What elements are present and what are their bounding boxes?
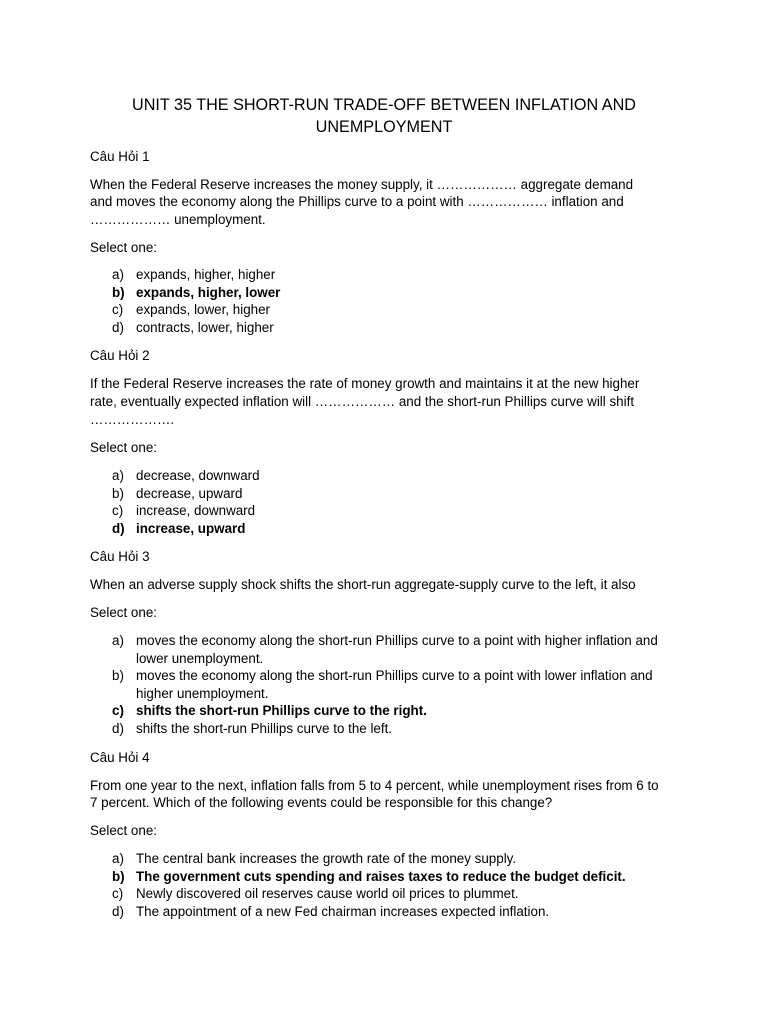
option-text: The government cuts spending and raises taxes to reduce the budget deficit. xyxy=(136,869,626,884)
option-text: shifts the short-run Phillips curve to the right. xyxy=(136,703,427,718)
question-2-text-line-3: ………………. xyxy=(90,412,175,427)
option-text: increase, downward xyxy=(136,503,256,518)
option-text-continued: higher unemployment. xyxy=(136,686,269,701)
option-text: expands, higher, higher xyxy=(136,267,276,282)
option-text: decrease, upward xyxy=(136,486,243,501)
question-2-text-line-1: If the Federal Reserve increases the rate of money growth and maintains it at the new higher xyxy=(90,376,640,391)
question-4-heading: Câu Hỏi 4 xyxy=(90,750,150,765)
option-text: moves the economy along the short-run Phillips curve to a point with higher inflation and xyxy=(136,633,658,648)
option-text: The central bank increases the growth rate of the money supply. xyxy=(136,851,517,866)
question-1-text-line-1: When the Federal Reserve increases the money supply, it ……………… aggregate demand xyxy=(90,177,634,192)
option-text: The appointment of a new Fed chairman increases expected inflation. xyxy=(136,904,550,919)
document-title: UNIT 35 THE SHORT-RUN TRADE-OFF BETWEEN INFLATION AND UNEMPLOYMENT xyxy=(132,96,636,136)
option-marker: c) xyxy=(112,503,124,518)
question-2-select-one: Select one: xyxy=(90,440,157,455)
question-1-select-one: Select one: xyxy=(90,240,157,255)
question-3-select-one: Select one: xyxy=(90,605,157,620)
option-marker: c) xyxy=(112,302,124,317)
question-1-text-line-2: and moves the economy along the Phillips curve to a point with ……………… inflation and xyxy=(90,194,624,209)
question-4-select-one: Select one: xyxy=(90,823,157,838)
option-marker: c) xyxy=(112,703,124,718)
option-text-continued: lower unemployment. xyxy=(136,651,264,666)
option-text: expands, lower, higher xyxy=(136,302,270,317)
option-text: contracts, lower, higher xyxy=(136,320,274,335)
option-text: shifts the short-run Phillips curve to the left. xyxy=(136,721,393,736)
option-marker: a) xyxy=(112,468,124,483)
question-4-text-line-1: From one year to the next, inflation falls from 5 to 4 percent, while unemployment rises from 6 to xyxy=(90,778,659,793)
option-marker: b) xyxy=(112,668,124,683)
option-marker: c) xyxy=(112,886,124,901)
option-marker: b) xyxy=(112,486,124,501)
option-marker: d) xyxy=(112,904,124,919)
option-marker: b) xyxy=(112,869,125,884)
option-text: moves the economy along the short-run Phillips curve to a point with lower inflation and xyxy=(136,668,653,683)
option-marker: d) xyxy=(112,320,124,335)
option-text: increase, upward xyxy=(136,521,246,536)
option-marker: d) xyxy=(112,721,124,736)
question-1-text-line-3: ……………… unemployment. xyxy=(90,212,266,227)
question-2-heading: Câu Hỏi 2 xyxy=(90,348,150,363)
option-marker: a) xyxy=(112,633,124,648)
option-marker: a) xyxy=(112,851,124,866)
question-2-text-line-2: rate, eventually expected inflation will ……………… and the short-run Phillips curve will shift xyxy=(90,394,635,409)
option-marker: b) xyxy=(112,285,125,300)
option-text: Newly discovered oil reserves cause world oil prices to plummet. xyxy=(136,886,519,901)
question-3-heading: Câu Hỏi 3 xyxy=(90,549,150,564)
question-1-heading: Câu Hỏi 1 xyxy=(90,149,150,164)
question-3-text-line-1: When an adverse supply shock shifts the short-run aggregate-supply curve to the left, it also xyxy=(90,577,636,592)
question-4-text-line-2: 7 percent. Which of the following events could be responsible for this change? xyxy=(90,795,553,810)
option-marker: d) xyxy=(112,521,125,536)
option-marker: a) xyxy=(112,267,124,282)
option-text: decrease, downward xyxy=(136,468,260,483)
option-text: expands, higher, lower xyxy=(136,285,281,300)
